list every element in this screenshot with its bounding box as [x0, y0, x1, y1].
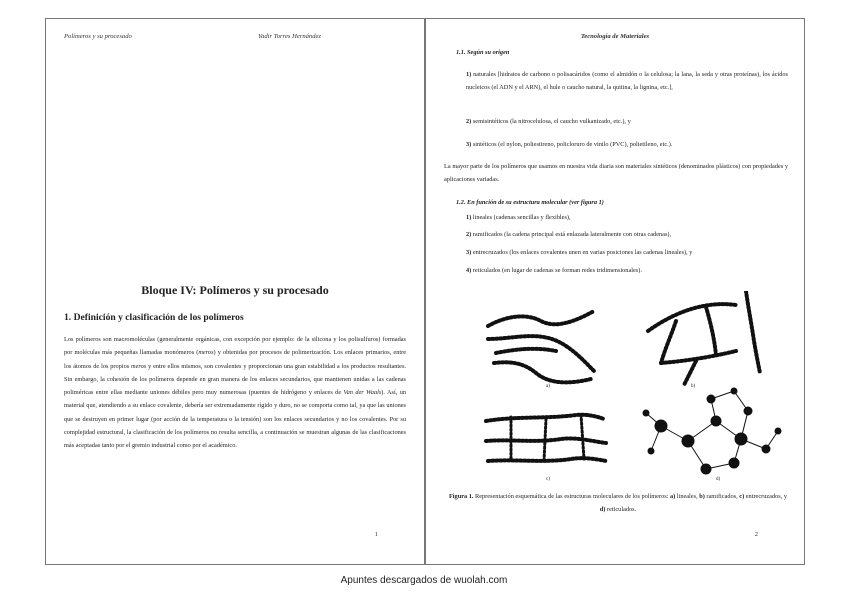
- subsection-origin-title: 1.1. Según su origen: [456, 49, 510, 56]
- origin-item-2: 2) semisintéticos (la nitrocelulosa, el caucho vulkanizado, etc.), y: [466, 118, 631, 125]
- origin-item-1: 1) naturales [hidratos de carbono o polisacáridos (como el almidón o la celulosa; la lana, la seda y otras proteínas), los ácidos nucleicos (el ADN y el ARN), el hule o caucho natural, la quitina, la lignina, etc.],: [466, 71, 788, 92]
- structure-item-2: 2) ramificados (la cadena principal está enlazada lateralmente con otras cadenas),: [466, 231, 672, 238]
- figure-svg: [466, 291, 786, 487]
- polymer-structures-figure: [466, 291, 786, 487]
- right-header-title: Tecnología de Materiales: [580, 33, 650, 40]
- linear-chains: [488, 311, 594, 382]
- structure-item-3: 3) entrecruzados (los enlaces covalentes unen en varias posiciones las cadenas lineales), y: [466, 249, 693, 256]
- left-page: [45, 18, 425, 565]
- right-page-number: 2: [754, 531, 758, 538]
- fig-label-c: c): [546, 477, 550, 482]
- download-footer: Apuntes descargados de wuolah.com: [340, 575, 508, 586]
- definition-paragraph: Los polímeros son macromoléculas (generalmente orgánicas, con excepción por ejemplo: de la silicona y los polisulfuros) formadas por moléculas más pequeñas llamadas monómeros (meros) y obtenidas por procesos de polimerización. Los enlaces primarios, entre los átomos de los propios meros y entre ellos mismos, son covalentes y proporcionan una gran estabilidad a los productos resultantes. Sin embargo, la cohesión de los polímeros depende en gran manera de los enlaces secundarios, que mantienen unidas a las cadenas poliméricas entre ellas mediante uniones débiles pero muy numerosas (puentes de hidrógeno y enlaces de Van der Waals). Así, un material que, atendiendo a su enlace covalente, debería ser extremadamente rígido y duro, no se comporta como tal, ya que las uniones que se destruyen en primer lugar (por acción de la temperatura o la tensión) son los enlaces secundarios y no los covalentes. Por su complejidad estructural, la clasificación de los polímeros no resulta sencilla, a continuación se muestran algunas de las clasificaciones más aceptadas tanto por el gremio industrial como por el académico.: [64, 336, 407, 450]
- origin-item-3: 3) sintéticos (el nylon, poliestireno, policloruro de vinilo (PVC), polietileno, etc.).: [466, 141, 673, 148]
- fig-label-a: a): [546, 384, 550, 389]
- left-page-number: 1: [374, 531, 378, 538]
- network-structure: [643, 388, 781, 474]
- structure-item-4: 4) reticulados (en lugar de cadenas se forman redes tridimensionales).: [466, 267, 642, 274]
- structure-item-1: 1) lineales (cadenas sencillas y flexibles),: [466, 214, 571, 221]
- subsection-structure-title: 1.2. En función de su estructura molecular (ver figura 1): [456, 199, 604, 206]
- left-header-title: Polímeros y su procesado: [64, 33, 132, 40]
- fig-label-b: b): [691, 384, 696, 389]
- bloque-title: Bloque IV: Polímeros y su procesado: [141, 283, 329, 297]
- figure-caption: Figura 1. Representación esquemática de las estructuras moleculares de los polímeros: a) lineales, b) ramificados, c) entrecruzados, y d) reticulados.: [448, 493, 788, 513]
- fig-label-d: d): [716, 477, 721, 482]
- crosslinked-chains: [486, 415, 606, 461]
- section-title: 1. Definición y clasificación de los polímeros: [64, 312, 244, 323]
- branched-chains: [648, 291, 760, 385]
- synthetic-paragraph: La mayor parte de los polímeros que usamos en nuestra vida diaria son materiales sintéticos (denominados plásticos) con propiedades y aplicaciones variadas.: [444, 163, 788, 184]
- left-header-author: Yadir Torres Hernández: [258, 33, 322, 40]
- right-page: [425, 18, 805, 565]
